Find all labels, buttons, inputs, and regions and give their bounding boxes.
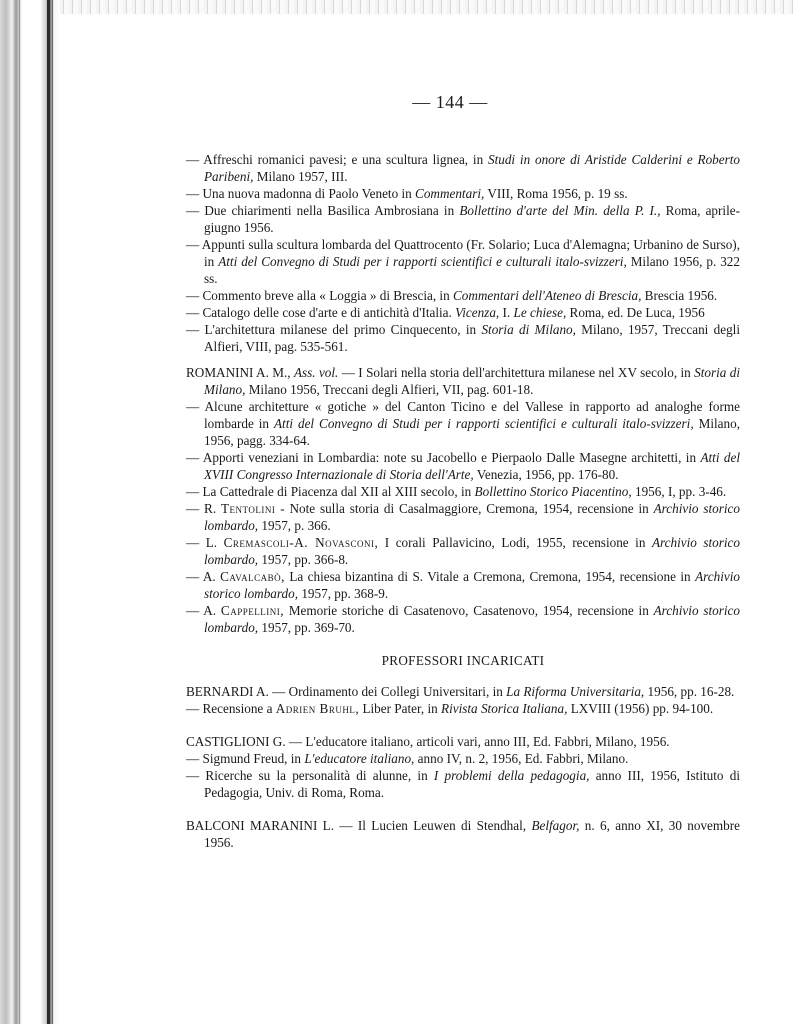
entry-text: — Due chiarimenti nella Basilica Ambrosiana in (186, 203, 460, 219)
bibliography-entry (186, 203, 740, 237)
entry-text: ROMANINI A. M., (186, 365, 294, 381)
entry-text: 1957, p. 366. (258, 518, 331, 534)
entry-text: 1956, I, pp. 3-46. (631, 484, 727, 500)
romanini-group (186, 365, 740, 636)
entry-text: Milano 1956, Treccani degli Alfieri, VII, pag. 601-18. (245, 382, 534, 398)
bibliography-entry (186, 305, 740, 322)
bibliography-entry (186, 237, 740, 287)
bibliography-entry (186, 501, 740, 535)
entry-text: — L'architettura milanese del primo Cinquecento, in (186, 322, 482, 338)
entry-title-italic: Commentari dell'Ateneo di Brescia, (452, 287, 642, 303)
entry-text: n. 6, anno XI, 30 novembre 1956. (204, 818, 740, 851)
entry-text: 1957, pp. 366-8. (258, 552, 349, 568)
entry-text: Cremascoli-A. Novasconi, (223, 535, 379, 551)
entry-text: Memorie storiche di Casatenovo, Casatenovo, 1954, recensione in (284, 603, 654, 619)
entry-title-italic: Rivista Storica Italiana, (441, 700, 568, 716)
entry-title-italic: L'educatore italiano, (304, 751, 415, 767)
entry-text: — Recensione a (186, 700, 276, 716)
entry-text: — Appunti sulla scultura lombarda del Quattrocento (Fr. Solario; Luca d'Alemagna; Urbanino de Surso), in (186, 237, 740, 269)
entry-title-italic: Bollettino d'arte del Min. della P. I., (459, 203, 661, 219)
bibliography-entry (186, 288, 740, 305)
entry-title-italic: Archivio storico lombardo, (204, 569, 740, 601)
entry-title-italic: Archivio storico lombardo, (204, 535, 741, 568)
entry-text: 1957, pp. 368-9. (298, 586, 389, 601)
entry-text: — Affreschi romanici pavesi; e una scultura lignea, in (186, 152, 488, 167)
entry-text: — R. (186, 501, 221, 517)
bibliography-entry (186, 399, 740, 449)
entry-text: VIII, Roma 1956, p. 19 ss. (484, 185, 628, 201)
entry-title-italic: Atti del XVIII Congresso Internazionale di Storia dell'Arte, (204, 450, 740, 482)
entry-text: — Catalogo delle cose d'arte e di antichità d'Italia. (186, 305, 456, 321)
entry-text: 1957, pp. 369-70. (258, 619, 355, 635)
entry-text: BALCONI MARANINI L. — Il Lucien Leuwen di Stendhal, (186, 818, 532, 834)
entry-title-italic: Commentari, (415, 185, 485, 201)
bibliography-body (186, 152, 740, 852)
entry-text: — Sigmund Freud, in (186, 751, 305, 767)
bibliography-entry (186, 734, 740, 751)
bibliography-entry (186, 768, 740, 802)
entries-top-group (186, 152, 740, 356)
entry-text: Venezia, 1956, pp. 176-80. (473, 466, 619, 482)
entry-title-italic: Belfagor, (531, 818, 580, 834)
entry-text: LXVIII (1956) pp. 94-100. (567, 700, 714, 716)
entry-text: Milano, 1957, Treccani degli Alfieri, VIII, pag. 535-561. (204, 322, 740, 355)
entry-text: Liber Pater, in (359, 700, 442, 716)
entry-text: Cavalcabò, (220, 569, 285, 585)
entry-text: — I Solari nella storia dell'architettura milanese nel XV secolo, in (338, 365, 695, 381)
binding-edge-line (47, 0, 50, 1024)
entry-text: — Apporti veneziani in Lombardia: note su Jacobello e Pierpaolo Dalle Masegne architetti, in (186, 450, 701, 466)
entry-text: Brescia 1956. (641, 287, 718, 303)
entry-title-italic: Archivio storico lombardo, (204, 501, 740, 534)
bibliography-entry (186, 751, 740, 768)
bibliography-entry (186, 569, 740, 603)
entry-text: Roma, ed. De Luca, 1956 (566, 305, 705, 321)
bibliography-entry (186, 603, 740, 637)
binding-edge-line (52, 0, 53, 1024)
section-title: PROFESSORI INCARICATI (381, 652, 545, 668)
bibliography-entry (186, 535, 740, 569)
entry-text: anno III, 1956, Istituto di Pedagogia, Univ. di Roma, Roma. (204, 768, 741, 801)
entry-title-italic: I problemi della pedagogia, (433, 768, 590, 784)
bibliography-entry (186, 818, 740, 852)
entry-text: — A. (186, 603, 221, 619)
entry-title-italic: Storia di Milano, (204, 365, 741, 398)
entry-text: La chiesa bizantina di S. Vitale a Cremona, Cremona, 1954, recensione in (284, 569, 696, 585)
entry-title-italic: Ass. vol. (293, 365, 339, 381)
entry-title-italic: Archivio storico lombardo, (204, 603, 740, 635)
bibliography-entry (186, 701, 740, 718)
balconi-group (186, 818, 740, 852)
page-number: — 144 — (412, 92, 488, 112)
entry-text: — A. (186, 569, 221, 585)
entry-text: — Ricerche su la personalità di alunne, in (186, 768, 434, 784)
bibliography-entry (186, 322, 740, 356)
entry-text: — L. (186, 535, 224, 551)
entry-text: Tentolini (220, 501, 276, 517)
page-top-edge (60, 0, 793, 14)
entry-title-italic: Atti del Convegno di Studi per i rapporti scientifici e culturali italo-svizzeri, (218, 253, 627, 269)
entry-text: Cappellini, (220, 603, 284, 619)
bibliography-entry (186, 186, 740, 203)
entry-text: CASTIGLIONI G. — L'educatore italiano, articoli vari, anno III, Ed. Fabbri, Milano, 1956. (186, 733, 670, 749)
entry-text: Adrien Bruhl, (275, 700, 360, 716)
entry-title-italic: Studi in onore di Aristide Calderini e Roberto Paribeni, (204, 152, 740, 184)
entry-text: Milano 1956, p. 322 ss. (204, 253, 740, 286)
entry-text: I. (499, 305, 514, 321)
bibliography-entry (186, 484, 740, 501)
entry-title-italic: Le chiese, (513, 305, 567, 321)
bibliography-entry (186, 152, 740, 186)
entry-text: Milano, 1956, pagg. 334-64. (204, 416, 740, 448)
entry-title-italic: La Riforma Universitaria, (506, 683, 645, 699)
entry-title-italic: Atti del Convegno di Studi per i rapporti scientifici e culturali italo-svizzeri, (273, 416, 694, 432)
entry-text: BERNARDI A. — Ordinamento dei Collegi Universitari, in (186, 683, 507, 699)
bernardi-group (186, 684, 740, 718)
entry-text: anno IV, n. 2, 1956, Ed. Fabbri, Milano. (414, 751, 629, 767)
entry-text: Roma, aprile-giugno 1956. (204, 203, 740, 235)
bibliography-entry (186, 450, 740, 484)
book-binding-shadow (0, 0, 60, 1024)
binding-edge-line (19, 0, 20, 1024)
entry-title-italic: Bollettino Storico Piacentino, (474, 484, 632, 500)
entry-text: — La Cattedrale di Piacenza dal XII al XIII secolo, in (186, 484, 475, 500)
entry-title-italic: Storia di Milano, (481, 322, 576, 338)
entry-text: — Una nuova madonna di Paolo Veneto in (186, 185, 416, 201)
entry-text: — Commento breve alla « Loggia » di Brescia, in (186, 287, 453, 303)
entry-text: - Note sulla storia di Casalmaggiore, Cremona, 1954, recensione in (275, 501, 654, 517)
entry-text: Milano 1957, III. (253, 168, 348, 184)
entry-text: I corali Pallavicino, Lodi, 1955, recensione in (378, 535, 652, 551)
bibliography-entry (186, 684, 740, 701)
castiglioni-group (186, 734, 740, 802)
entry-title-italic: Vicenza, (455, 305, 500, 321)
entry-text: 1956, pp. 16-28. (644, 683, 735, 699)
entry-text: — Alcune architetture « gotiche » del Canton Ticino e del Vallese in rapporto ad analoghe forme lombarde in (186, 399, 740, 432)
bibliography-entry (186, 365, 740, 399)
